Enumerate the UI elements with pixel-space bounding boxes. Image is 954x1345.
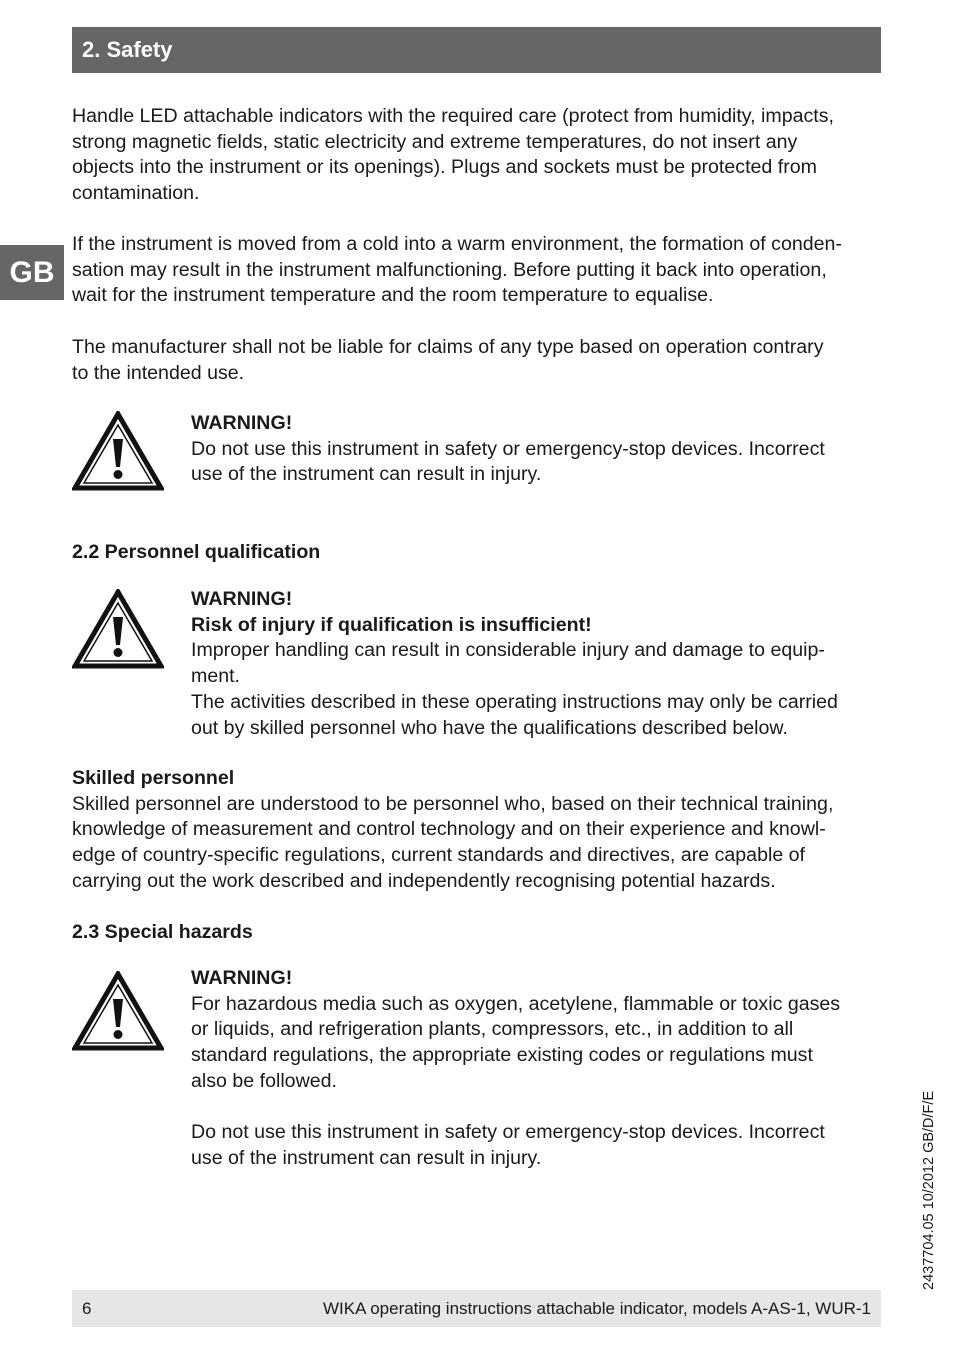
warning-heading: WARNING!	[191, 967, 293, 989]
skilled-heading: Skilled personnel	[72, 767, 235, 789]
warning-subheading: Risk of injury if qualification is insufficient!	[191, 613, 592, 636]
warning-block-1: WARNING! Do not use this instrument in safety or emergency-stop devices. Incorrect use of the instrument can result in injury.	[191, 411, 881, 488]
section-heading-2-2: 2.2 Personnel qualification	[72, 541, 321, 563]
warning-block-3: WARNING! For hazardous media such as oxygen, acetylene, flammable or toxic gases or liquids, and refrigeration plants, compressors, etc., in addition to all standard regulations, the appropriate existing codes or regulations must also be followed. Do not use this instrument in safety or emergency-stop devices. Incorrect use of the instrument can result in injury.	[191, 966, 881, 1172]
paragraph-handling: Handle LED attachable indicators with the required care (protect from humidity, impacts, strong magnetic fields, static electricity and extreme temperatures, do not insert any objects into the instrument or its openings). Plugs and sockets must be protected from contamination.	[72, 105, 834, 205]
warning-triangle-icon	[72, 589, 164, 669]
language-tab: GB	[0, 245, 64, 300]
section-title: 2. Safety	[82, 37, 173, 62]
warning-heading: WARNING!	[191, 412, 293, 434]
spacer	[191, 1095, 881, 1121]
document-code: 2437704.05 10/2012 GB/D/F/E	[921, 1090, 937, 1290]
skilled-personnel-block: Skilled personnel Skilled personnel are understood to be personnel who, based on their technical training, knowledge of measurement and control technology and on their experience and knowl- edge of country-specific regulations, current standards and directives, are capable of carrying out the work described and independently recognising potential hazards.	[72, 766, 882, 895]
footer-doc-title: WIKA operating instructions attachable indicator, models A-AS-1, WUR-1	[322, 1299, 871, 1318]
warning-block-2: WARNING! Risk of injury if qualification is insufficient! Improper handling can result in considerable injury and damage to equip- ment. The activities described in these operating instructions may only be carried out by skilled personnel who have the qualifications described below.	[191, 587, 881, 741]
section-heading-2-3: 2.3 Special hazards	[72, 921, 253, 943]
paragraph-liability: The manufacturer shall not be liable for claims of any type based on operation contrary to the intended use.	[72, 336, 824, 384]
paragraph-condensation: If the instrument is moved from a cold into a warm environment, the formation of conden- sation may result in the instrument malfunctioning. Before putting it back into operation, wait for the instrument temperature and the room temperature to equalise.	[72, 233, 842, 307]
warning-triangle-icon	[72, 971, 164, 1051]
page-number: 6	[82, 1299, 92, 1318]
warning-triangle-icon	[72, 411, 164, 491]
warning-heading: WARNING!	[191, 588, 293, 610]
footer-bar	[72, 1290, 881, 1327]
section-header-bar	[72, 27, 881, 73]
